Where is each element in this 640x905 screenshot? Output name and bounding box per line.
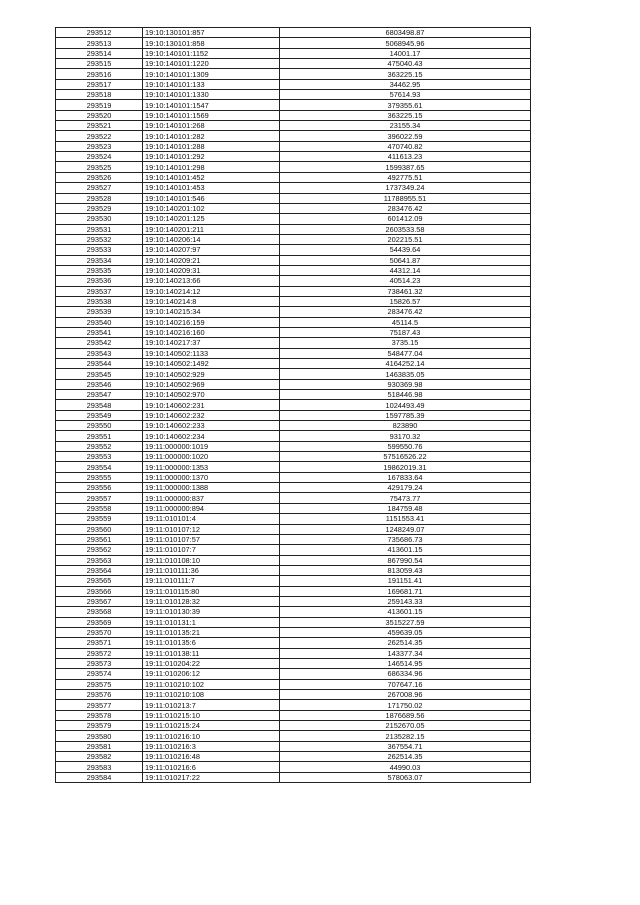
cadastral-number-cell: 19:10:140502:969 [143,379,280,389]
cadastral-number-cell: 19:11:010115:80 [143,586,280,596]
cadastral-number-cell: 19:11:010135:21 [143,627,280,637]
value-cell: 6803498.87 [280,28,531,38]
value-cell: 50641.87 [280,255,531,265]
table-row [56,700,531,710]
cadastral-number-cell: 19:11:010204:22 [143,658,280,668]
row-number-cell: 293583 [56,762,143,772]
table-row [56,162,531,172]
table-row [56,348,531,358]
row-number-cell: 293553 [56,452,143,462]
table-row [56,545,531,555]
table-row [56,265,531,275]
value-cell: 283476.42 [280,307,531,317]
cadastral-number-cell: 19:10:140602:233 [143,421,280,431]
value-cell: 283476.42 [280,203,531,213]
row-number-cell: 293557 [56,493,143,503]
cadastral-number-cell: 19:10:140101:546 [143,193,280,203]
row-number-cell: 293552 [56,441,143,451]
row-number-cell: 293534 [56,255,143,265]
row-number-cell: 293567 [56,596,143,606]
table-row [56,90,531,100]
row-number-cell: 293522 [56,131,143,141]
row-number-cell: 293513 [56,38,143,48]
value-cell: 492775.51 [280,172,531,182]
row-number-cell: 293540 [56,317,143,327]
value-cell: 1599387.65 [280,162,531,172]
value-cell: 202215.51 [280,234,531,244]
row-number-cell: 293570 [56,627,143,637]
cadastral-number-cell: 19:11:010108:10 [143,555,280,565]
value-cell: 44312.14 [280,265,531,275]
table-row [56,721,531,731]
cadastral-value-table [55,27,531,783]
table-row [56,503,531,513]
row-number-cell: 293533 [56,245,143,255]
row-number-cell: 293579 [56,721,143,731]
cadastral-number-cell: 19:10:140201:102 [143,203,280,213]
value-cell: 4164252.14 [280,359,531,369]
value-cell: 459639.05 [280,627,531,637]
cadastral-number-cell: 19:10:140206:14 [143,234,280,244]
cadastral-number-cell: 19:10:140101:1569 [143,110,280,120]
value-cell: 23155.34 [280,121,531,131]
table-row [56,586,531,596]
value-cell: 267008.96 [280,690,531,700]
value-cell: 930369.98 [280,379,531,389]
value-cell: 1151553.41 [280,514,531,524]
cadastral-number-cell: 19:10:130101:857 [143,28,280,38]
row-number-cell: 293543 [56,348,143,358]
cadastral-number-cell: 19:11:010210:108 [143,690,280,700]
row-number-cell: 293560 [56,524,143,534]
cadastral-number-cell: 19:10:140101:1152 [143,48,280,58]
row-number-cell: 293573 [56,658,143,668]
table-row [56,690,531,700]
cadastral-number-cell: 19:10:140214:12 [143,286,280,296]
table-row [56,565,531,575]
table-row [56,607,531,617]
value-cell: 686334.96 [280,669,531,679]
table-row [56,172,531,182]
cadastral-number-cell: 19:11:010135:6 [143,638,280,648]
cadastral-number-cell: 19:10:140216:159 [143,317,280,327]
value-cell: 262514.35 [280,638,531,648]
cadastral-number-cell: 19:10:140101:268 [143,121,280,131]
cadastral-number-cell: 19:11:000000:1388 [143,483,280,493]
table-row [56,327,531,337]
value-cell: 363225.15 [280,69,531,79]
row-number-cell: 293531 [56,224,143,234]
table-row [56,255,531,265]
row-number-cell: 293539 [56,307,143,317]
table-row [56,648,531,658]
cadastral-number-cell: 19:10:140101:1330 [143,90,280,100]
cadastral-number-cell: 19:10:140101:133 [143,79,280,89]
row-number-cell: 293532 [56,234,143,244]
table-row [56,772,531,782]
row-number-cell: 293550 [56,421,143,431]
row-number-cell: 293527 [56,183,143,193]
table-row [56,245,531,255]
cadastral-number-cell: 19:11:010215:24 [143,721,280,731]
cadastral-number-cell: 19:11:010111:7 [143,576,280,586]
table-row [56,658,531,668]
value-cell: 823890 [280,421,531,431]
value-cell: 475040.43 [280,59,531,69]
value-cell: 413601.15 [280,545,531,555]
row-number-cell: 293545 [56,369,143,379]
table-row [56,193,531,203]
table-row [56,183,531,193]
row-number-cell: 293544 [56,359,143,369]
table-row [56,38,531,48]
table-row [56,762,531,772]
cadastral-number-cell: 19:11:010215:10 [143,710,280,720]
row-number-cell: 293549 [56,410,143,420]
value-cell: 3515227.59 [280,617,531,627]
table-row [56,462,531,472]
cadastral-number-cell: 19:11:010216:3 [143,741,280,751]
value-cell: 470740.82 [280,141,531,151]
row-number-cell: 293554 [56,462,143,472]
row-number-cell: 293568 [56,607,143,617]
row-number-cell: 293571 [56,638,143,648]
table-row [56,741,531,751]
value-cell: 867990.54 [280,555,531,565]
row-number-cell: 293564 [56,565,143,575]
cadastral-number-cell: 19:11:010101:4 [143,514,280,524]
cadastral-number-cell: 19:11:010210:102 [143,679,280,689]
cadastral-number-cell: 19:10:140502:970 [143,390,280,400]
row-number-cell: 293546 [56,379,143,389]
cadastral-number-cell: 19:11:010130:39 [143,607,280,617]
row-number-cell: 293514 [56,48,143,58]
row-number-cell: 293535 [56,265,143,275]
table-row [56,379,531,389]
row-number-cell: 293517 [56,79,143,89]
cadastral-number-cell: 19:11:010217:22 [143,772,280,782]
value-cell: 171750.02 [280,700,531,710]
value-cell: 1024493.49 [280,400,531,410]
value-cell: 11788955.51 [280,193,531,203]
row-number-cell: 293574 [56,669,143,679]
cadastral-number-cell: 19:10:140217:37 [143,338,280,348]
table-row [56,48,531,58]
value-cell: 143377.34 [280,648,531,658]
value-cell: 75473.77 [280,493,531,503]
value-cell: 167833.64 [280,472,531,482]
value-cell: 413601.15 [280,607,531,617]
table-row [56,431,531,441]
cadastral-number-cell: 19:10:140602:232 [143,410,280,420]
row-number-cell: 293512 [56,28,143,38]
cadastral-number-cell: 19:10:140101:452 [143,172,280,182]
table-row [56,617,531,627]
cadastral-number-cell: 19:11:010111:36 [143,565,280,575]
table-body [56,28,531,783]
cadastral-number-cell: 19:10:130101:858 [143,38,280,48]
row-number-cell: 293519 [56,100,143,110]
row-number-cell: 293551 [56,431,143,441]
value-cell: 191151.41 [280,576,531,586]
cadastral-number-cell: 19:11:010216:48 [143,752,280,762]
cadastral-number-cell: 19:10:140101:1309 [143,69,280,79]
cadastral-number-cell: 19:11:000000:1353 [143,462,280,472]
row-number-cell: 293526 [56,172,143,182]
row-number-cell: 293578 [56,710,143,720]
table-row [56,276,531,286]
cadastral-number-cell: 19:11:010206:12 [143,669,280,679]
table-row [56,79,531,89]
cadastral-number-cell: 19:10:140502:1492 [143,359,280,369]
table-row [56,524,531,534]
table-row [56,338,531,348]
value-cell: 1876689.56 [280,710,531,720]
value-cell: 262514.35 [280,752,531,762]
table-row [56,627,531,637]
cadastral-number-cell: 19:11:010213:7 [143,700,280,710]
cadastral-number-cell: 19:10:140101:453 [143,183,280,193]
value-cell: 259143.33 [280,596,531,606]
table-row [56,131,531,141]
table-row [56,224,531,234]
table-row [56,390,531,400]
table-row [56,679,531,689]
cadastral-number-cell: 19:11:010107:12 [143,524,280,534]
value-cell: 367554.71 [280,741,531,751]
cadastral-number-cell: 19:10:140101:288 [143,141,280,151]
table-row [56,59,531,69]
table-row [56,286,531,296]
row-number-cell: 293541 [56,327,143,337]
row-number-cell: 293523 [56,141,143,151]
value-cell: 3735.15 [280,338,531,348]
cadastral-number-cell: 19:11:000000:894 [143,503,280,513]
row-number-cell: 293521 [56,121,143,131]
table-row [56,638,531,648]
value-cell: 57614.93 [280,90,531,100]
cadastral-number-cell: 19:10:140201:125 [143,214,280,224]
value-cell: 184759.48 [280,503,531,513]
row-number-cell: 293561 [56,534,143,544]
row-number-cell: 293515 [56,59,143,69]
value-cell: 396022.59 [280,131,531,141]
value-cell: 707647.16 [280,679,531,689]
row-number-cell: 293542 [56,338,143,348]
row-number-cell: 293565 [56,576,143,586]
value-cell: 518446.98 [280,390,531,400]
row-number-cell: 293524 [56,152,143,162]
value-cell: 75187.43 [280,327,531,337]
value-cell: 40514.23 [280,276,531,286]
value-cell: 2135282.15 [280,731,531,741]
value-cell: 5068945.96 [280,38,531,48]
row-number-cell: 293576 [56,690,143,700]
value-cell: 44990.03 [280,762,531,772]
value-cell: 1248249.07 [280,524,531,534]
row-number-cell: 293575 [56,679,143,689]
cadastral-number-cell: 19:10:140216:160 [143,327,280,337]
cadastral-number-cell: 19:11:010107:7 [143,545,280,555]
row-number-cell: 293516 [56,69,143,79]
table-row [56,400,531,410]
cadastral-number-cell: 19:10:140502:1133 [143,348,280,358]
table-row [56,555,531,565]
value-cell: 1597785.39 [280,410,531,420]
row-number-cell: 293529 [56,203,143,213]
value-cell: 2603533.58 [280,224,531,234]
table-row [56,203,531,213]
data-sheet [55,27,531,783]
value-cell: 379355.61 [280,100,531,110]
cadastral-number-cell: 19:11:000000:837 [143,493,280,503]
cadastral-number-cell: 19:10:140209:21 [143,255,280,265]
value-cell: 1737349.24 [280,183,531,193]
row-number-cell: 293558 [56,503,143,513]
table-row [56,534,531,544]
row-number-cell: 293563 [56,555,143,565]
table-row [56,296,531,306]
table-row [56,472,531,482]
table-row [56,441,531,451]
table-row [56,234,531,244]
table-row [56,452,531,462]
row-number-cell: 293547 [56,390,143,400]
row-number-cell: 293525 [56,162,143,172]
table-row [56,710,531,720]
table-row [56,421,531,431]
value-cell: 54439.64 [280,245,531,255]
table-row [56,317,531,327]
value-cell: 14001.17 [280,48,531,58]
table-row [56,110,531,120]
table-row [56,483,531,493]
cadastral-number-cell: 19:11:010216:10 [143,731,280,741]
value-cell: 1463835.05 [280,369,531,379]
table-row [56,369,531,379]
cadastral-number-cell: 19:10:140101:298 [143,162,280,172]
row-number-cell: 293572 [56,648,143,658]
value-cell: 429179.24 [280,483,531,493]
table-row [56,100,531,110]
cadastral-number-cell: 19:11:010107:57 [143,534,280,544]
cadastral-number-cell: 19:11:000000:1020 [143,452,280,462]
cadastral-number-cell: 19:10:140209:31 [143,265,280,275]
table-row [56,359,531,369]
value-cell: 2152670.05 [280,721,531,731]
row-number-cell: 293556 [56,483,143,493]
cadastral-number-cell: 19:11:010138:11 [143,648,280,658]
row-number-cell: 293520 [56,110,143,120]
row-number-cell: 293537 [56,286,143,296]
table-row [56,493,531,503]
cadastral-number-cell: 19:10:140215:34 [143,307,280,317]
cadastral-number-cell: 19:11:010131:1 [143,617,280,627]
value-cell: 578063.07 [280,772,531,782]
table-row [56,669,531,679]
cadastral-number-cell: 19:10:140201:211 [143,224,280,234]
cadastral-number-cell: 19:11:000000:1370 [143,472,280,482]
value-cell: 738461.32 [280,286,531,296]
table-row [56,307,531,317]
table-row [56,152,531,162]
cadastral-number-cell: 19:10:140101:282 [143,131,280,141]
value-cell: 57516526.22 [280,452,531,462]
value-cell: 169681.71 [280,586,531,596]
cadastral-number-cell: 19:10:140213:66 [143,276,280,286]
row-number-cell: 293566 [56,586,143,596]
cadastral-number-cell: 19:11:000000:1019 [143,441,280,451]
row-number-cell: 293528 [56,193,143,203]
table-row [56,576,531,586]
cadastral-number-cell: 19:10:140207:97 [143,245,280,255]
cadastral-number-cell: 19:10:140101:1547 [143,100,280,110]
table-row [56,514,531,524]
row-number-cell: 293518 [56,90,143,100]
cadastral-number-cell: 19:10:140602:231 [143,400,280,410]
value-cell: 599550.76 [280,441,531,451]
value-cell: 735686.73 [280,534,531,544]
value-cell: 601412.09 [280,214,531,224]
value-cell: 146514.95 [280,658,531,668]
row-number-cell: 293559 [56,514,143,524]
table-row [56,28,531,38]
table-row [56,69,531,79]
value-cell: 411613.23 [280,152,531,162]
table-row [56,214,531,224]
value-cell: 813059.43 [280,565,531,575]
value-cell: 34462.95 [280,79,531,89]
value-cell: 15826.57 [280,296,531,306]
row-number-cell: 293548 [56,400,143,410]
row-number-cell: 293584 [56,772,143,782]
row-number-cell: 293536 [56,276,143,286]
row-number-cell: 293538 [56,296,143,306]
table-row [56,752,531,762]
value-cell: 363225.15 [280,110,531,120]
row-number-cell: 293569 [56,617,143,627]
value-cell: 93170.32 [280,431,531,441]
value-cell: 548477.04 [280,348,531,358]
value-cell: 19862019.31 [280,462,531,472]
row-number-cell: 293577 [56,700,143,710]
row-number-cell: 293582 [56,752,143,762]
row-number-cell: 293555 [56,472,143,482]
cadastral-number-cell: 19:10:140214:8 [143,296,280,306]
row-number-cell: 293581 [56,741,143,751]
table-row [56,731,531,741]
cadastral-number-cell: 19:10:140101:1220 [143,59,280,69]
table-row [56,596,531,606]
table-row [56,141,531,151]
cadastral-number-cell: 19:10:140502:929 [143,369,280,379]
row-number-cell: 293580 [56,731,143,741]
value-cell: 45114.5 [280,317,531,327]
table-row [56,121,531,131]
cadastral-number-cell: 19:11:010128:32 [143,596,280,606]
cadastral-number-cell: 19:10:140101:292 [143,152,280,162]
cadastral-number-cell: 19:10:140602:234 [143,431,280,441]
cadastral-number-cell: 19:11:010216:6 [143,762,280,772]
row-number-cell: 293562 [56,545,143,555]
row-number-cell: 293530 [56,214,143,224]
table-row [56,410,531,420]
